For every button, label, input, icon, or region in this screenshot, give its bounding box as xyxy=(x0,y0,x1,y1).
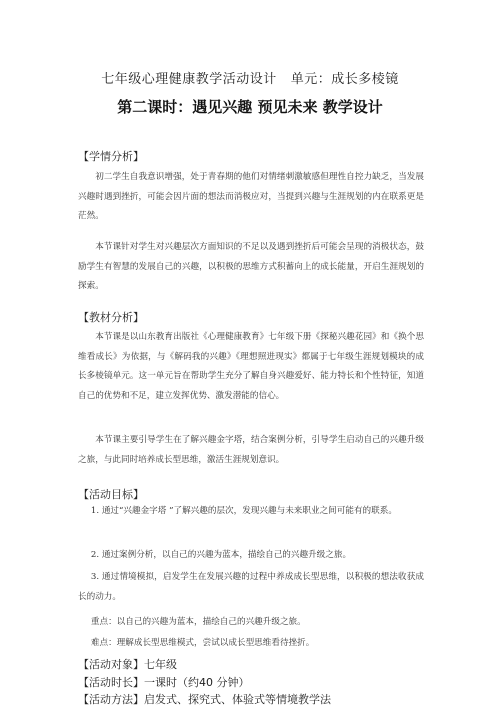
course-name: 七年级心理健康教学活动设计 xyxy=(101,72,277,87)
goals-heading: 【活动目标】 xyxy=(78,488,144,501)
material-analysis-paragraph-2: 本节课主要引导学生在了解兴趣金字塔，结合案例分析，引导学生启动自己的兴趣升级之旅，与此同时培养成长型思维，激活生涯规划意识。 xyxy=(78,435,424,465)
unit-name: 单元：成长多棱镜 xyxy=(290,72,399,87)
student-analysis-heading: 【学情分析】 xyxy=(78,150,144,163)
page-title: 第二课时：遇见兴趣 预见未来 教学设计 xyxy=(117,98,383,116)
student-analysis-paragraph-2: 本节课针对学生对兴趣层次方面知识的不足以及遇到挫折后可能会呈现的消极状态，鼓励学生有智慧的发展自己的兴趣，以积极的思维方式积蓄向上的成长能量，开启生涯规划的探索。 xyxy=(78,242,424,291)
goal-2: 2. 通过案例分析，以自己的兴趣为蓝本，描绘自己的兴趣升级之旅。 xyxy=(90,550,352,560)
activity-target: 【活动对象】七年级 xyxy=(78,658,177,671)
material-analysis-heading: 【教材分析】 xyxy=(78,311,144,324)
difficulty-point: 难点：理解成长型思维模式，尝试以成长型思维看待挫折。 xyxy=(90,638,315,648)
goal-3: 3. 通过情境模拟，启发学生在发展兴趣的过程中养成成长型思维，以积极的想法收获成长的动力。 xyxy=(78,572,424,602)
material-analysis-paragraph-1: 本节课是以山东教育出版社《心理健康教育》七年级下册《探秘兴趣花园》和《换个思维看成长》为依据，与《解码我的兴趣》《理想照进现实》都属于七年级生涯规划模块的成长多棱镜单元。这一单元旨在帮助学生充分了解自身兴趣爱好、能力特长和个性特征，知道自己的优势和不足，建立发挥优势、激发潜能的信心。 xyxy=(78,332,424,401)
activity-method: 【活动方法】启发式、探究式、体验式等情境教学法 xyxy=(78,693,331,706)
activity-duration: 【活动时长】一课时（约40 分钟） xyxy=(78,676,250,689)
goal-1: 1. 通过“兴趣金字塔 ”了解兴趣的层次，发现兴趣与未来职业之间可能有的联系。 xyxy=(90,506,397,516)
header-line xyxy=(0,68,500,87)
student-analysis-paragraph-1: 初二学生自我意识增强，处于青春期的他们对情绪刺激敏感但理性自控力缺乏，当发展兴趣时遇到挫折，可能会因片面的想法而消极应对，当提到兴趣与生涯规划的内在联系更是茫然。 xyxy=(78,172,424,221)
key-point: 重点：以自己的兴趣为蓝本，描绘自己的兴趣升级之旅。 xyxy=(90,617,306,627)
